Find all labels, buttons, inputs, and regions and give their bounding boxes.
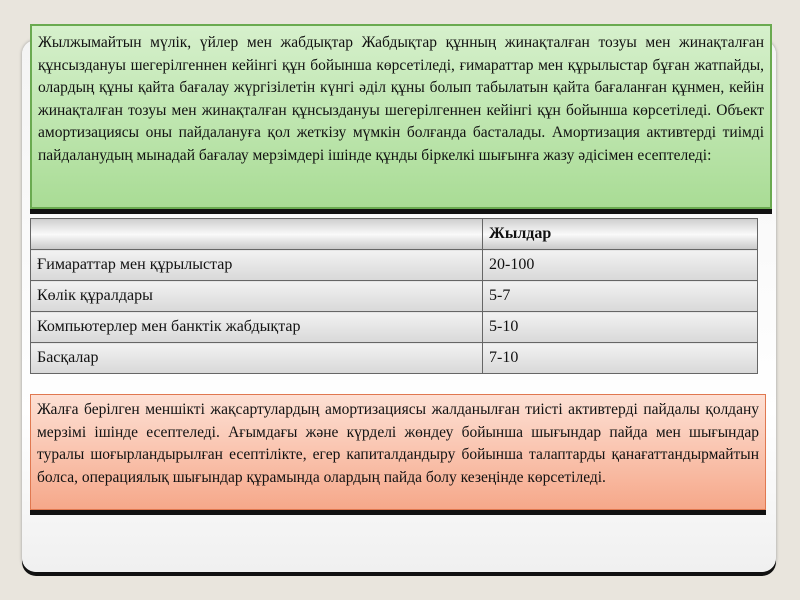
asset-cell: Басқалар (31, 343, 483, 374)
table-row (31, 343, 758, 374)
asset-cell: Көлік құралдары (31, 281, 483, 312)
table-row (31, 281, 758, 312)
intro-text-box: Жылжымайтын мүлік, үйлер мен жабдықтар Жабдықтар құнның жинақталған тозуы мен жинақталған құнсыздануы шегерілгеннен кейінгі құн бойынша көрсетіледі, ғимараттар мен құрылыстар бұған жатпайды, олардың құны қайта бағалау жүргізілетін күнгі әділ құны болып табылатын қайта бағаланған құнмен, кейін жинақталған тозуы мен жинақталған құнсыздануы шегерілгеннен кейінгі құн бойынша көрсетіледі. Объект амортизациясы оны пайдалануға қол жеткізу мүмкін болғанда басталады. Амортизация активтерді тиімді пайдаланудың мынадай бағалау мерзімдері ішінде құнды біркелкі шығынға жазу әдісімен есептеледі: (30, 24, 772, 209)
years-cell: 20-100 (483, 250, 758, 281)
years-cell: 5-10 (483, 312, 758, 343)
years-cell: 7-10 (483, 343, 758, 374)
table-row (31, 312, 758, 343)
asset-cell: Ғимараттар мен құрылыстар (31, 250, 483, 281)
depreciation-table (30, 218, 758, 374)
table-row (31, 250, 758, 281)
years-cell: 5-7 (483, 281, 758, 312)
asset-cell: Компьютерлер мен банктік жабдықтар (31, 312, 483, 343)
header-cell: Жылдар (483, 219, 758, 250)
note-text-box: Жалға берілген меншікті жақсартулардың амортизациясы жалданылған тиісті активтерді пайдалы қолдану мерзімі ішінде есептеледі. Ағымдағы және күрделі жөндеу бойынша шығындар пайда мен шығындар туралы шоғырландырылған есептілікте, егер капиталдандыру бойынша талаптарды қанағаттандырмайтын болса, операциялық шығындар құрамында олардың пайда болу кезеңінде көрсетіледі. (30, 394, 766, 510)
table-header-row (31, 219, 758, 250)
header-cell (31, 219, 483, 250)
